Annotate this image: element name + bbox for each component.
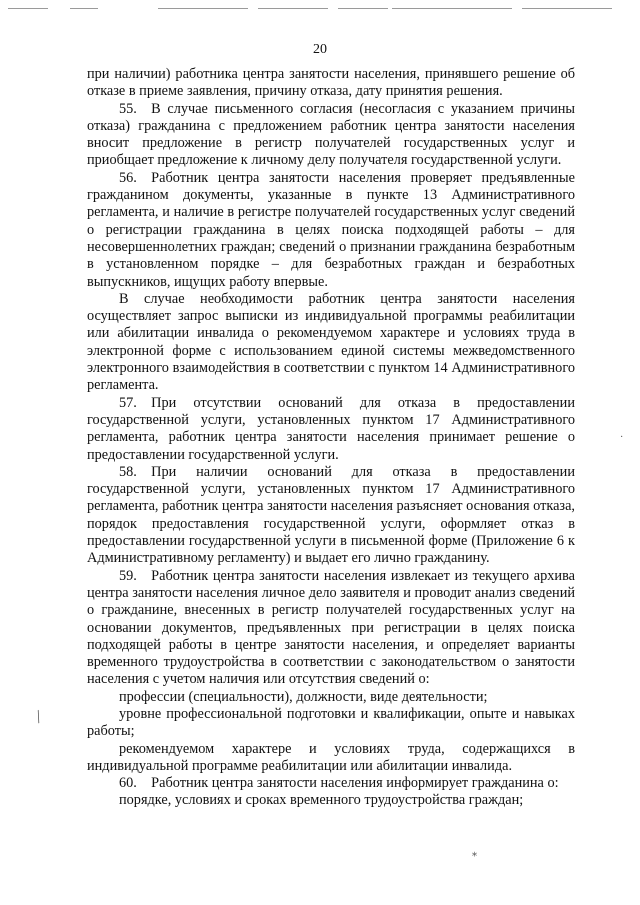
list-item-profession: профессии (специальности), должности, виде деятельности; [119, 688, 488, 705]
paragraph-57: 57. При отсутствии оснований для отказа в предоставлении государственной услуги, установленных пунктом 17 Административного регламента, работник центра занятости населения принимает решение о предоставлении государственной услуги. [87, 394, 575, 463]
paragraph-58: 58. При наличии оснований для отказа в предоставлении государственной услуги, установленных пунктом 17 Административного регламента, работник центра занятости населения разъясняет основания отказа, порядок предоставления государственной услуги, оформляет отказ в предоставлении государственной услуги в письменной форме (Приложение 6 к Административному регламенту) и выдает его лично гражданину. [87, 463, 575, 567]
scan-speck: · [620, 432, 624, 443]
paragraph-continuation: при наличии) работника центра занятости населения, принявшего решение об отказе в приеме заявления, причину отказа, дату принятия решения. [87, 66, 575, 100]
scan-speck: ⁎ [472, 848, 477, 859]
list-item-recommended-conditions: рекомендуемом характере и условиях труда, содержащихся в индивидуальной программе реабилитации или абилитации инвалида. [87, 740, 575, 774]
list-item-qualification: уровне профессиональной подготовки и квалификации, опыте и навыках работы; [87, 705, 575, 740]
scan-speck: ╱ [33, 711, 45, 724]
scan-artifact-top [0, 8, 640, 12]
paragraph-59: 59. Работник центра занятости населения извлекает из текущего архива центра занятости населения личное дело заявителя и проводит анализ сведений о гражданине, внесенных в регистр получателей государственных услуг на основании документов, предъявленных при регистрации в целях поиска подходящей работы в центре занятости населения, и определяет варианты временного трудоустройства в соответствии с законодательством о занятости населения с учетом наличия или отсутствия сведений о: [87, 567, 575, 688]
paragraph-56: 56. Работник центра занятости населения проверяет предъявленные гражданином документы, указанные в пункте 13 Административного регламента, и наличие в регистре получателей государственных услуг сведений о регистрации гражданина в целях поиска подходящей работы – для несовершеннолетних граждан; сведений о признании гражданина безработным в установленном порядке – для безработных граждан и безработных выпускников, ищущих работу впервые. [87, 169, 575, 290]
document-body [87, 66, 575, 810]
paragraph-56-request: В случае необходимости работник центра занятости населения осуществляет запрос выписки из индивидуальной программы реабилитации или абилитации инвалида о рекомендуемом характере и условиях труда в электронной форме с использованием единой системы межведомственного электронного взаимодействия в соответствии с пунктом 14 Административного регламента. [87, 290, 575, 394]
paragraph-55: 55. В случае письменного согласия (несогласия с указанием причины отказа) гражданина с предложением работник центра занятости населения вносит предложение в регистр получателей государственных услуг и приобщает предложение к личному делу получателя государственной услуги. [87, 100, 575, 169]
list-item-procedure: порядке, условиях и сроках временного трудоустройства граждан; [119, 792, 524, 809]
paragraph-60: 60. Работник центра занятости населения информирует гражданина о: [119, 775, 559, 792]
page-number: 20 [313, 42, 327, 57]
